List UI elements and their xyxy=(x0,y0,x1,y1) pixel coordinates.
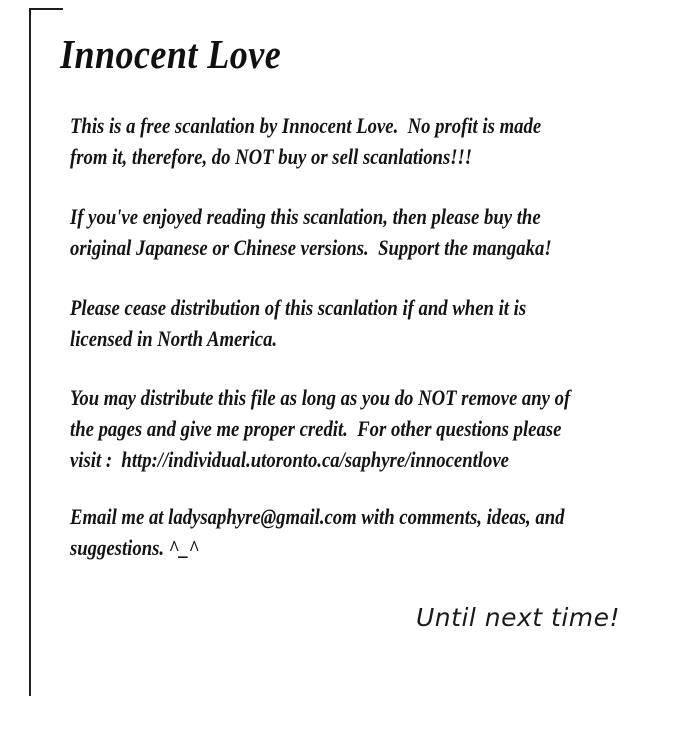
closing-note: Until next time! xyxy=(416,603,621,632)
text-line: This is a free scanlation by Innocent Love. No profit is made xyxy=(70,113,542,138)
text-line: You may distribute this file as long as you do NOT remove any of xyxy=(70,385,571,410)
text-line: from it, therefore, do NOT buy or sell scanlations!!! xyxy=(70,144,473,169)
text-line: Email me at ladysaphyre@gmail.com with comments, ideas, and xyxy=(70,504,565,529)
scan-edge-top-line xyxy=(29,8,63,10)
text-line: licensed in North America. xyxy=(70,326,278,351)
scan-edge-left-line xyxy=(29,8,31,696)
paragraph-support-original xyxy=(70,201,552,263)
text-line: Please cease distribution of this scanlation if and when it is xyxy=(70,295,527,320)
paragraph-distribution-credit xyxy=(70,382,570,475)
paragraph-cease-distribution xyxy=(70,292,526,354)
page-title: Innocent Love xyxy=(60,31,282,77)
paragraph-no-profit xyxy=(70,110,541,172)
text-line: If you've enjoyed reading this scanlation, then please buy the xyxy=(70,204,541,229)
text-line: the pages and give me proper credit. For other questions please xyxy=(70,416,562,441)
text-line: original Japanese or Chinese versions. Support the mangaka! xyxy=(70,235,552,260)
text-line: suggestions. ^_^ xyxy=(70,535,200,560)
paragraph-contact-email xyxy=(70,501,565,563)
text-line: visit : http://individual.utoronto.ca/saphyre/innocentlove xyxy=(70,447,509,472)
